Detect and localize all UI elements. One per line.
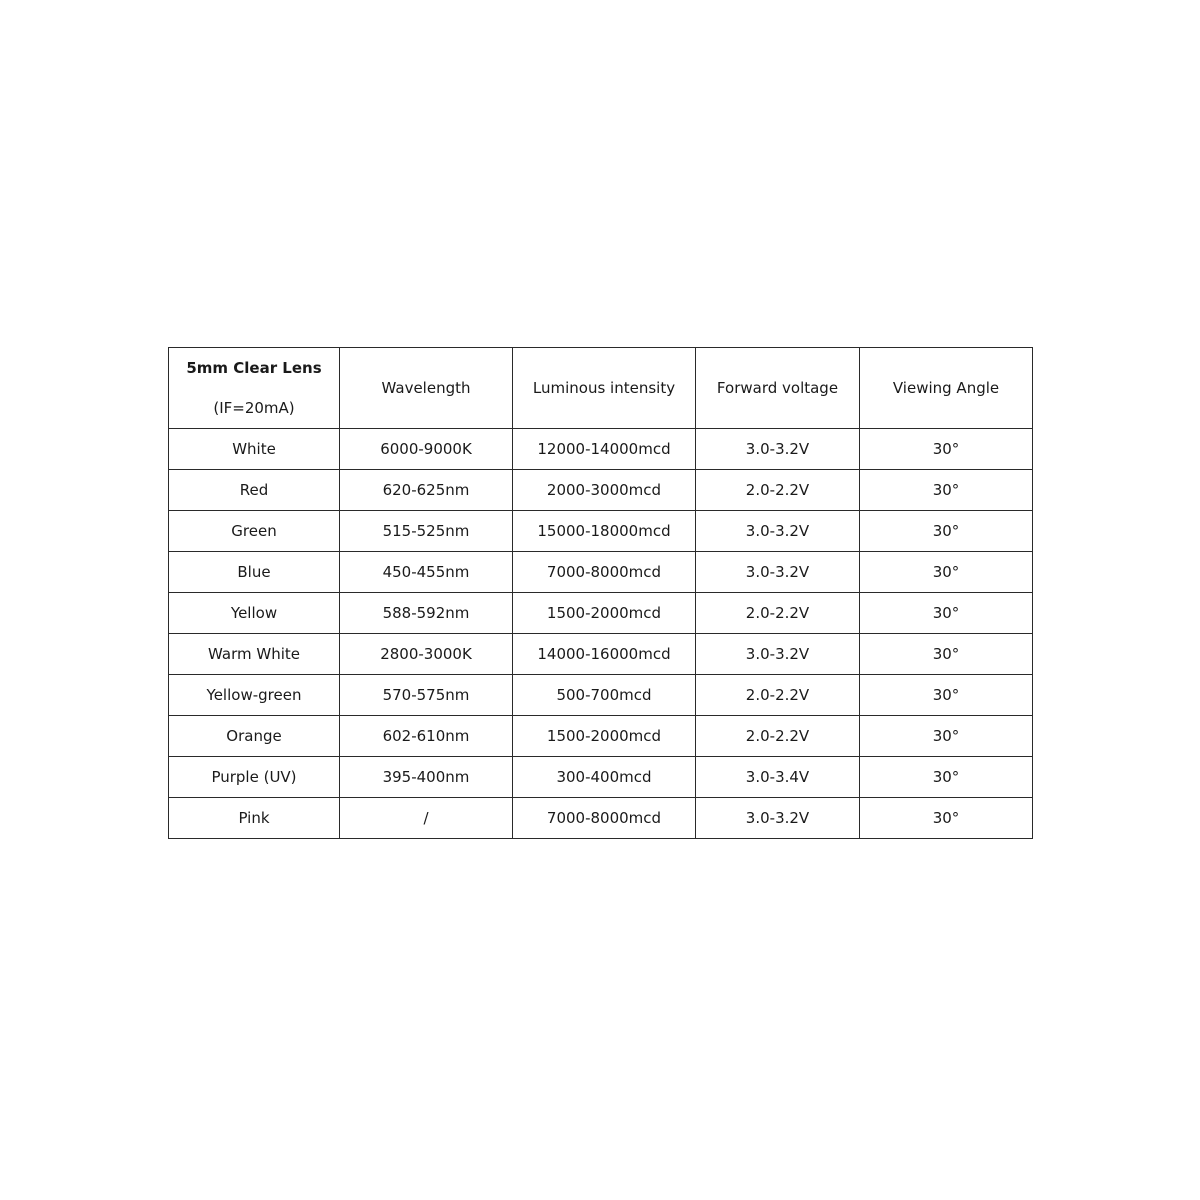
viewing-angle-cell: 30° xyxy=(860,429,1033,470)
luminous-intensity-cell: 15000-18000mcd xyxy=(513,511,696,552)
header-cell-wavelength: Wavelength xyxy=(340,348,513,429)
luminous-intensity-cell: 1500-2000mcd xyxy=(513,716,696,757)
spec-table-body xyxy=(169,348,1033,839)
table-row xyxy=(169,511,1033,552)
table-row xyxy=(169,757,1033,798)
luminous-intensity-cell: 7000-8000mcd xyxy=(513,552,696,593)
wavelength-cell: 620-625nm xyxy=(340,470,513,511)
viewing-angle-cell: 30° xyxy=(860,593,1033,634)
viewing-angle-cell: 30° xyxy=(860,511,1033,552)
viewing-angle-cell: 30° xyxy=(860,634,1033,675)
luminous-intensity-cell: 14000-16000mcd xyxy=(513,634,696,675)
table-row xyxy=(169,716,1033,757)
viewing-angle-cell: 30° xyxy=(860,552,1033,593)
wavelength-cell: 450-455nm xyxy=(340,552,513,593)
luminous-intensity-cell: 12000-14000mcd xyxy=(513,429,696,470)
table-row xyxy=(169,429,1033,470)
viewing-angle-cell: 30° xyxy=(860,675,1033,716)
color-cell: Pink xyxy=(169,798,340,839)
header-cell-viewing-angle: Viewing Angle xyxy=(860,348,1033,429)
wavelength-cell: 395-400nm xyxy=(340,757,513,798)
color-cell: Green xyxy=(169,511,340,552)
forward-voltage-cell: 3.0-3.2V xyxy=(696,429,860,470)
forward-voltage-cell: 2.0-2.2V xyxy=(696,470,860,511)
forward-voltage-cell: 3.0-3.2V xyxy=(696,552,860,593)
forward-voltage-cell: 3.0-3.2V xyxy=(696,634,860,675)
table-row xyxy=(169,552,1033,593)
table-row xyxy=(169,470,1033,511)
viewing-angle-cell: 30° xyxy=(860,798,1033,839)
wavelength-cell: 570-575nm xyxy=(340,675,513,716)
forward-voltage-cell: 3.0-3.2V xyxy=(696,511,860,552)
forward-voltage-cell: 2.0-2.2V xyxy=(696,716,860,757)
viewing-angle-cell: 30° xyxy=(860,716,1033,757)
table-row xyxy=(169,593,1033,634)
color-cell: Yellow xyxy=(169,593,340,634)
color-cell: Blue xyxy=(169,552,340,593)
lens-type-title: 5mm Clear Lens xyxy=(186,359,322,377)
forward-voltage-cell: 2.0-2.2V xyxy=(696,675,860,716)
test-current-subtitle: (IF=20mA) xyxy=(213,399,295,417)
luminous-intensity-cell: 1500-2000mcd xyxy=(513,593,696,634)
led-spec-table xyxy=(168,347,1033,839)
header-cell-lens xyxy=(169,348,340,429)
color-cell: Red xyxy=(169,470,340,511)
wavelength-cell: 588-592nm xyxy=(340,593,513,634)
color-cell: White xyxy=(169,429,340,470)
table-header-row xyxy=(169,348,1033,429)
table-row xyxy=(169,634,1033,675)
header-cell-forward-voltage: Forward voltage xyxy=(696,348,860,429)
wavelength-cell: 6000-9000K xyxy=(340,429,513,470)
table-row xyxy=(169,675,1033,716)
forward-voltage-cell: 3.0-3.4V xyxy=(696,757,860,798)
forward-voltage-cell: 3.0-3.2V xyxy=(696,798,860,839)
viewing-angle-cell: 30° xyxy=(860,470,1033,511)
luminous-intensity-cell: 7000-8000mcd xyxy=(513,798,696,839)
wavelength-cell: 602-610nm xyxy=(340,716,513,757)
forward-voltage-cell: 2.0-2.2V xyxy=(696,593,860,634)
header-cell-luminous-intensity: Luminous intensity xyxy=(513,348,696,429)
luminous-intensity-cell: 500-700mcd xyxy=(513,675,696,716)
color-cell: Yellow-green xyxy=(169,675,340,716)
color-cell: Orange xyxy=(169,716,340,757)
wavelength-cell: / xyxy=(340,798,513,839)
luminous-intensity-cell: 300-400mcd xyxy=(513,757,696,798)
viewing-angle-cell: 30° xyxy=(860,757,1033,798)
wavelength-cell: 2800-3000K xyxy=(340,634,513,675)
color-cell: Warm White xyxy=(169,634,340,675)
wavelength-cell: 515-525nm xyxy=(340,511,513,552)
color-cell: Purple (UV) xyxy=(169,757,340,798)
luminous-intensity-cell: 2000-3000mcd xyxy=(513,470,696,511)
table-row xyxy=(169,798,1033,839)
